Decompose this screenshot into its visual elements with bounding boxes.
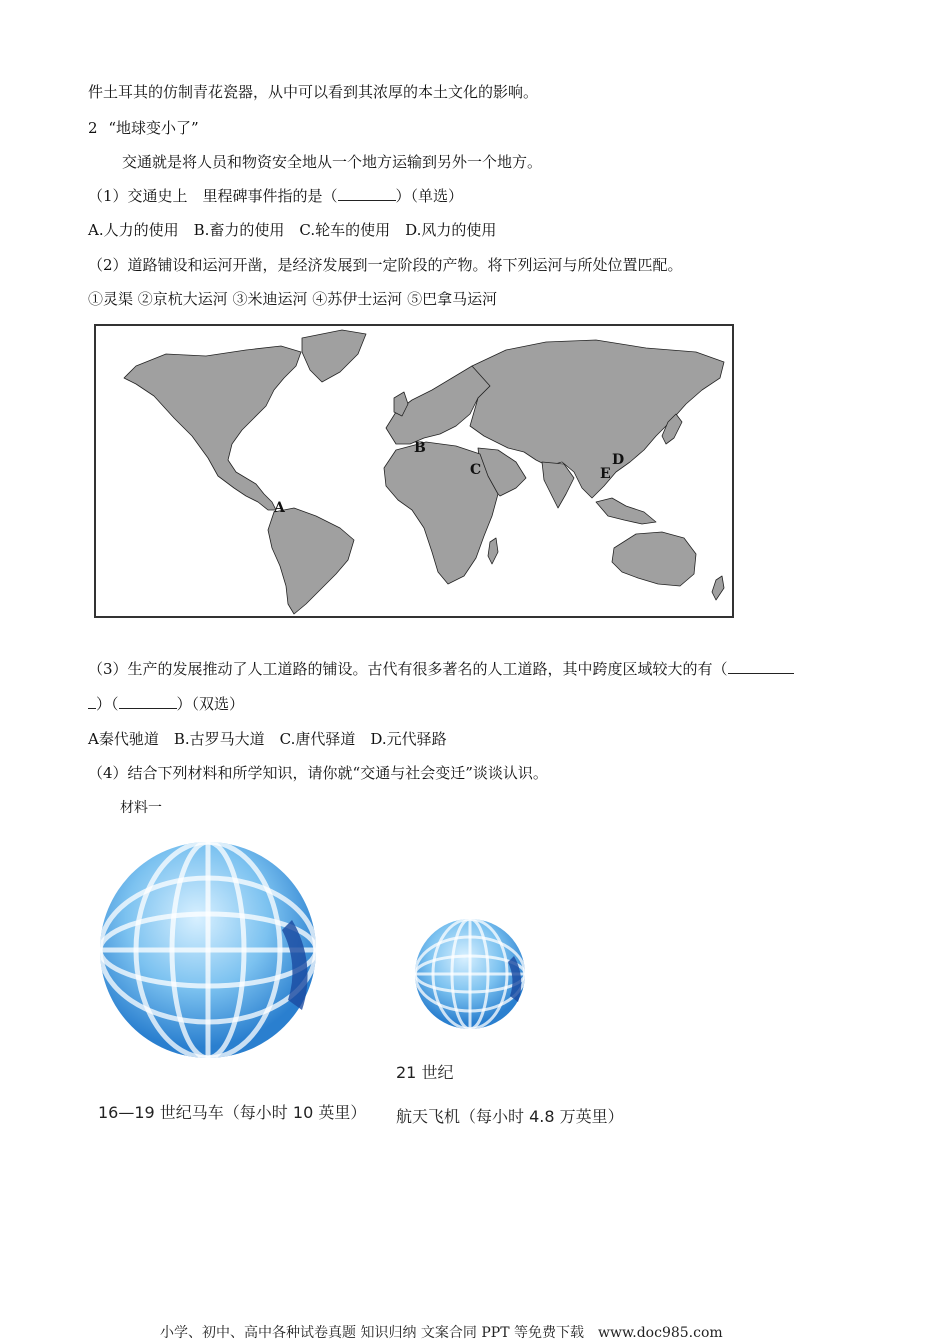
question-lead: 交通就是将人员和物资安全地从一个地方运输到另外一个地方。 bbox=[122, 153, 543, 171]
q2-canal-list: ①灵渠 ②京杭大运河 ③米迪运河 ④苏伊士运河 ⑤巴拿马运河 bbox=[88, 290, 498, 308]
madagascar-shape bbox=[488, 538, 498, 564]
intro-text: 件土耳其的仿制青花瓷器，从中可以看到其浓厚的本土文化的影响。 bbox=[88, 83, 539, 101]
world-map bbox=[94, 324, 734, 618]
large-globe-caption: 16—19 世纪马车（每小时 10 英里） bbox=[98, 1103, 367, 1122]
india-shape bbox=[542, 462, 574, 508]
map-label-e: E bbox=[600, 466, 611, 482]
footer-url[interactable]: www.doc985.com bbox=[597, 1325, 723, 1341]
q3-answer-blank-1[interactable] bbox=[728, 659, 794, 674]
question-heading bbox=[88, 118, 199, 138]
map-label-c: C bbox=[470, 462, 482, 478]
world-map-graphic bbox=[96, 326, 732, 616]
q2-stem: （2）道路铺设和运河开凿，是经济发展到一定阶段的产物。将下列运河与所处位置匹配。 bbox=[88, 256, 683, 274]
q1-stem bbox=[88, 186, 463, 206]
australia-shape bbox=[612, 532, 696, 586]
map-label-b: B bbox=[414, 440, 426, 456]
south-america-shape bbox=[268, 508, 354, 614]
q3-line2-b: ）（双选） bbox=[176, 695, 245, 713]
q1-options: A.人力的使用 B.畜力的使用 C.轮车的使用 D.风力的使用 bbox=[88, 221, 497, 239]
page-footer bbox=[160, 1322, 723, 1342]
q1-prefix: （1）交通史上 里程碑事件指的是（ bbox=[88, 187, 338, 205]
small-globe-caption-era: 21 世纪 bbox=[396, 1063, 454, 1082]
q3-answer-blank-1-tail[interactable] bbox=[88, 694, 96, 709]
southeast-asia-shape bbox=[596, 498, 656, 524]
small-globe-image bbox=[410, 916, 532, 1034]
map-label-d: D bbox=[612, 452, 625, 468]
q1-suffix: ）（单选） bbox=[395, 187, 464, 205]
large-globe-image bbox=[92, 840, 332, 1070]
small-globe-caption-vehicle: 航天飞机（每小时 4.8 万英里） bbox=[396, 1107, 624, 1126]
map-label-a: A bbox=[274, 500, 285, 516]
q3-line1: （3）生产的发展推动了人工道路的铺设。古代有很多著名的人工道路，其中跨度区域较大的有（ bbox=[88, 660, 728, 678]
material-label: 材料一 bbox=[120, 800, 162, 816]
q3-answer-blank-2[interactable] bbox=[119, 694, 177, 709]
greenland-shape bbox=[302, 330, 366, 382]
question-title: “地球变小了” bbox=[108, 119, 199, 137]
q3-stem-line2 bbox=[88, 694, 244, 714]
question-number: 2 bbox=[88, 119, 98, 137]
q3-options: A秦代驰道 B.古罗马大道 C.唐代驿道 D.元代驿路 bbox=[88, 730, 447, 748]
q3-stem-line1 bbox=[88, 659, 794, 679]
north-america-shape bbox=[124, 346, 301, 510]
q4-stem: （4）结合下列材料和所学知识，请你就“交通与社会变迁”谈谈认识。 bbox=[88, 764, 548, 782]
new-zealand-shape bbox=[712, 576, 724, 600]
q3-line2-a: ）（ bbox=[96, 695, 119, 713]
q1-answer-blank[interactable] bbox=[338, 186, 396, 201]
footer-text: 小学、初中、高中各种试卷真题 知识归纳 文案合同 PPT 等免费下载 bbox=[160, 1325, 584, 1341]
